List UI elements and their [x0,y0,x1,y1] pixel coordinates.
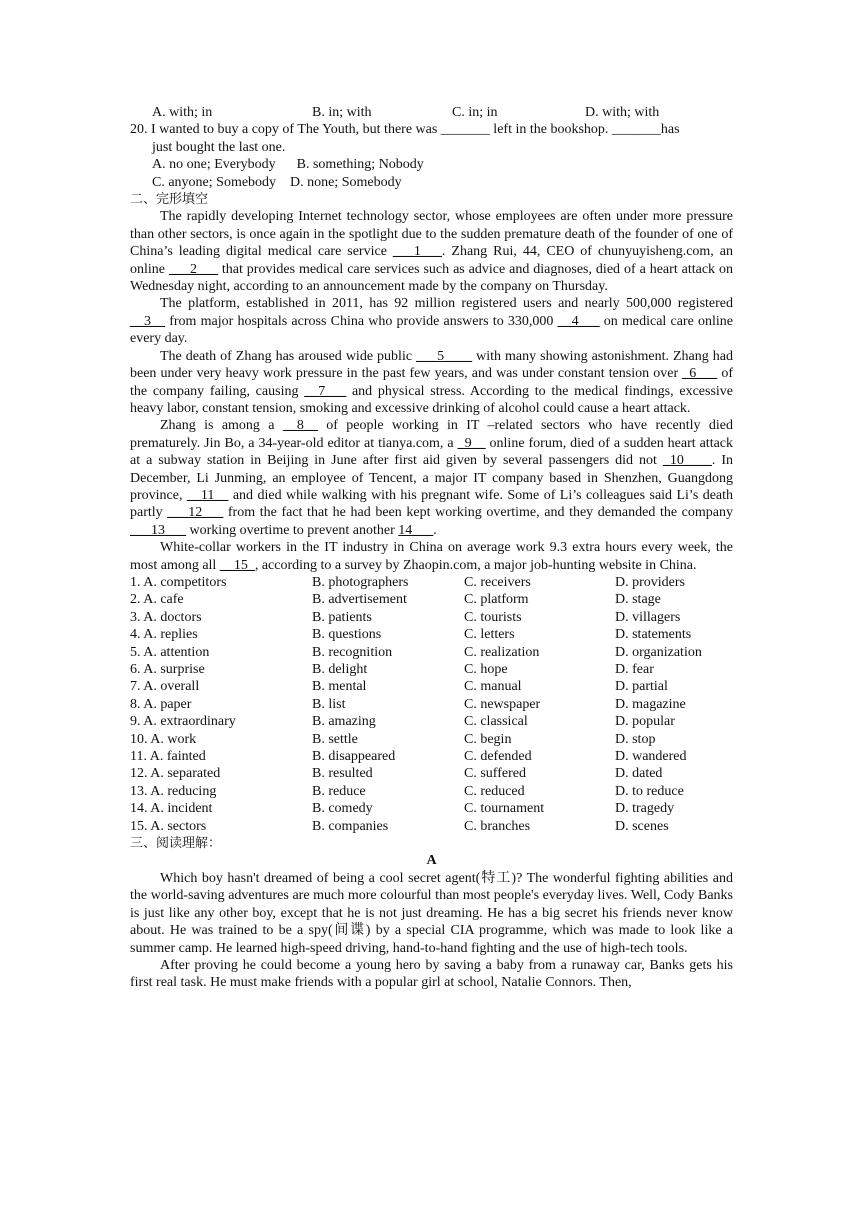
cloze-option: C. newspaper [464,696,541,712]
cloze-option-row [130,574,733,591]
cloze-blank: __4___ [557,313,600,329]
cloze-text: Zhang is among a [160,418,283,434]
cloze-option-row [130,748,733,765]
cloze-option: D. organization [615,644,702,660]
cloze-options-list [130,574,733,835]
cloze-paragraph [130,295,733,347]
cloze-option: B. settle [312,731,358,747]
cloze-option-row [130,609,733,626]
cloze-text: working overtime to prevent another [186,522,399,538]
reading-paragraph: Which boy hasn't dreamed of being a cool secret agent(特工)? The wonderful fighting abilities and the world-saving adventures are much more colourful than most people's everyday lives. Well, Cody Banks is just like any other boy, except that he is not just dreaming. He has a big secret his friends never know about. He was trained to be a spy(间谍) by a special CIA programme, which was made to look like a summer camp. He learned high-speed driving, hand-to-hand fighting and the use of high-tech tools. [130,870,733,956]
cloze-option-row [130,818,733,835]
cloze-option-row [130,678,733,695]
cloze-option-row [130,661,733,678]
cloze-blank: __15_ [219,557,255,573]
cloze-option: C. manual [464,679,522,695]
cloze-option: C. tourists [464,609,522,625]
reading-paragraph: After proving he could become a young hero by saving a baby from a runaway car, Banks gets his first real task. He must make friends with a popular girl at school, Natalie Connors. Then, [130,957,733,991]
cloze-text: , according to a survey by Zhaopin.com, a major job-hunting website in China. [254,557,697,573]
cloze-text: online forum, died of a sudden heart attack at a subway station in Beijing in June after first aid given by several passengers did not [130,435,734,469]
cloze-option: B. list [312,696,346,712]
cloze-option: 3. A. doctors [130,609,202,625]
cloze-option: 13. A. reducing [130,783,217,799]
q19-option-b: B. in; with [312,105,372,120]
cloze-blank: ___5____ [416,348,473,364]
cloze-option-row [130,626,733,643]
cloze-option: 5. A. attention [130,644,210,660]
cloze-blank: _10____ [662,453,712,469]
cloze-paragraph [130,348,733,418]
cloze-option: 8. A. paper [130,696,192,712]
cloze-option-row [130,783,733,800]
cloze-blank: _9__ [457,435,486,451]
cloze-option: D. stop [615,731,656,747]
cloze-blank: __11__ [186,487,229,503]
cloze-text: The platform, established in 2011, has 92 million registered users and nearly 500,000 registered [160,296,733,312]
cloze-option: C. suffered [464,766,526,782]
cloze-option: B. companies [312,818,389,834]
q19-option-a: A. with; in [152,105,213,120]
cloze-option: B. reduce [312,783,366,799]
cloze-option: D. tragedy [615,801,675,817]
cloze-option: B. questions [312,627,382,643]
cloze-option: 14. A. incident [130,801,213,817]
cloze-blank: __3__ [130,313,165,329]
cloze-text: of the company failing, causing [130,366,733,399]
cloze-option-row [130,644,733,661]
cloze-option: B. comedy [312,801,373,817]
cloze-option: C. classical [464,714,528,730]
cloze-option: 4. A. replies [130,627,198,643]
cloze-option: B. resulted [312,766,373,782]
cloze-option-row [130,591,733,608]
cloze-option: D. providers [615,574,685,590]
cloze-option: C. hope [464,662,508,677]
cloze-text: from major hospitals across China who provide answers to 330,000 [165,313,558,329]
cloze-text: White-collar workers in the IT industry in China on average work 9.3 extra hours every week, the most among all [130,540,733,573]
cloze-text: . In December, Li Junming, an employee of Tencent, a major IT company based in Shenzhen, Guangdong province, [130,453,733,503]
cloze-option: C. realization [464,644,540,660]
cloze-option: 15. A. sectors [130,818,207,834]
cloze-blank: __8__ [282,418,318,434]
cloze-text: on medical care online every day. [130,313,733,347]
cloze-option: C. begin [464,731,512,747]
cloze-option: 9. A. extraordinary [130,714,236,730]
cloze-option: D. magazine [615,696,686,712]
q20-stem-line2: just bought the last one. [152,139,286,155]
cloze-option: 11. A. fainted [130,749,206,765]
cloze-option: D. villagers [615,609,681,625]
cloze-option: 6. A. surprise [130,662,205,677]
cloze-option: C. branches [464,818,531,834]
cloze-blank: __7___ [304,383,347,399]
cloze-option: D. fear [615,662,654,677]
cloze-blank: _6___ [682,366,718,382]
cloze-option: 2. A. cafe [130,592,184,608]
cloze-option: D. dated [615,766,663,782]
cloze-text: . [433,522,437,538]
cloze-text: that provides medical care services such as advice and diagnoses, died of a heart attack on Wednesday night, according to an announcement made by the company on Thursday. [130,261,733,295]
q19-option-d: D. with; with [585,105,660,120]
cloze-option: 1. A. competitors [130,574,227,590]
q20-options-row1: A. no one; Everybody B. something; Nobody [152,157,424,173]
cloze-option: B. mental [312,679,367,695]
cloze-option: 10. A. work [130,731,197,747]
q19-options [130,104,733,121]
section-cloze-title: 二、完形填空 [130,192,209,208]
cloze-option-row [130,713,733,730]
q20-options-row2: C. anyone; Somebody D. none; Somebody [152,174,402,190]
cloze-option: 7. A. overall [130,679,200,695]
cloze-option: B. disappeared [312,749,396,765]
cloze-option-row [130,731,733,748]
cloze-paragraph [130,539,733,574]
cloze-option: C. tournament [464,801,545,817]
q20-stem-line1: 20. I wanted to buy a copy of The Youth, but there was _______ left in the bookshop. _______has [130,122,680,138]
cloze-option: C. receivers [464,574,531,590]
cloze-option: D. popular [615,714,675,730]
cloze-option: D. statements [615,627,692,643]
cloze-text: and died while walking with his pregnant wife. Some of Li’s colleagues said Li’s death partly [130,487,734,521]
cloze-paragraph [130,208,733,295]
section-reading-title: 三、阅读理解： [130,836,222,852]
cloze-blank: ___2___ [168,261,218,277]
cloze-option: B. amazing [312,714,376,730]
cloze-option: B. delight [312,662,368,677]
cloze-text: . Zhang Rui, 44, CEO of chunyuyisheng.com, an online [130,244,734,277]
cloze-paragraph [130,417,733,539]
cloze-option: D. stage [615,592,661,608]
cloze-text: with many showing astonishment. Zhang had been under very heavy work pressure in the past few years, and was under constant tension over [130,348,733,382]
cloze-option: D. wandered [615,749,687,765]
cloze-text: and physical stress. According to the medical findings, excessive heavy labor, constant tension, smoking and excessive drinking of alcohol could cause a heart attack. [130,383,733,416]
cloze-option-row [130,765,733,782]
cloze-option: C. platform [464,592,529,608]
cloze-blank: ___1___ [392,244,442,260]
cloze-option-row [130,800,733,817]
cloze-option: D. scenes [615,818,669,834]
cloze-option-row [130,696,733,713]
cloze-option: C. letters [464,627,515,643]
cloze-blank: ___12___ [167,505,224,521]
cloze-option: B. patients [312,609,372,625]
cloze-option: B. advertisement [312,592,407,608]
cloze-blank: 14___ [398,522,434,538]
cloze-text: The rapidly developing Internet technology sector, whose employees are often under more pressure than other sectors, is once again in the spotlight due to the sudden premature death of the founder of one of China’s leading digital medical care service [130,209,733,260]
cloze-passage [130,208,733,574]
document-content [130,104,733,992]
cloze-option: B. photographers [312,574,409,590]
cloze-option: C. reduced [464,783,525,799]
cloze-text: The death of Zhang has aroused wide public [160,348,417,364]
passage-a-title: A [426,853,437,869]
reading-passage [130,870,733,992]
cloze-option: C. defended [464,749,532,765]
cloze-blank: ___13___ [130,522,186,538]
cloze-option: 12. A. separated [130,766,221,782]
q19-option-c: C. in; in [452,105,498,120]
cloze-text: from the fact that he had been kept working overtime, and they demanded the company [223,505,733,521]
cloze-text: of people working in IT –related sectors who have recently died prematurely. Jin Bo, a 34-year-old editor at tianya.com, a [130,418,733,451]
cloze-option: B. recognition [312,644,393,660]
cloze-option: D. partial [615,679,668,695]
cloze-option: D. to reduce [615,783,684,799]
